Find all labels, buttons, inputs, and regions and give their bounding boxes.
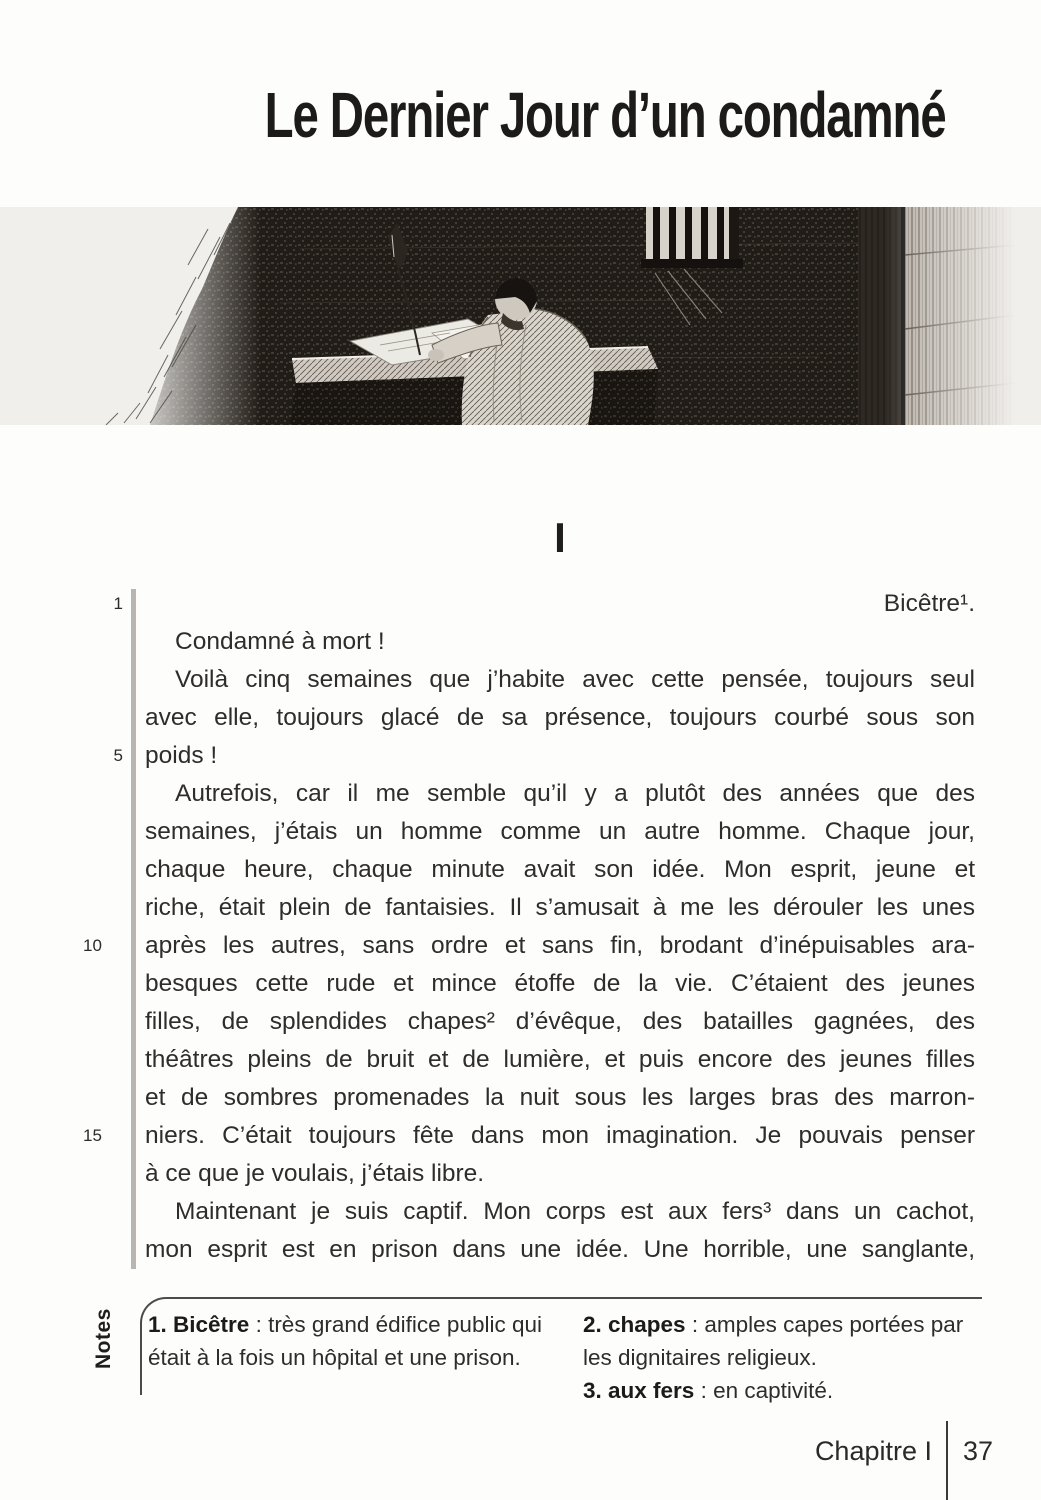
notes-column xyxy=(148,1308,583,1407)
text-line xyxy=(145,965,975,1003)
text-line xyxy=(83,927,975,965)
line-number: 1 xyxy=(113,594,123,613)
text-line xyxy=(145,775,975,813)
text-line xyxy=(145,1041,975,1079)
text-line xyxy=(113,585,975,623)
text-line-content: besques cette rude et mince étoffe de la vie. C’étaient des jeunes xyxy=(145,970,975,997)
footnote-term: 2. chapes xyxy=(583,1312,686,1337)
text-line-content: chaque heure, chaque minute avait son idée. Mon esprit, jeune et xyxy=(145,856,975,883)
prison-cell-engraving-svg xyxy=(0,207,1041,425)
text-line-content: mon esprit est en prison dans une idée. Une horrible, une sanglante, xyxy=(145,1236,975,1263)
body-text xyxy=(83,585,975,1269)
footnote-term: 1. Bicêtre xyxy=(148,1312,250,1337)
notes-label: Notes xyxy=(92,1308,115,1370)
prison-cell-engraving xyxy=(0,207,1041,425)
line-number: 10 xyxy=(83,936,102,955)
chapter-heading: I xyxy=(554,514,566,561)
text-line-content: après les autres, sans ordre et sans fin, brodant d’inépuisables ara- xyxy=(145,932,975,959)
text-line xyxy=(145,1231,975,1269)
text-line-content: Autrefois, car il me semble qu’il y a plutôt des années que des xyxy=(175,780,975,807)
page-title-text: Le Dernier Jour d’un condamné xyxy=(264,79,946,151)
chapter-indicator: Chapitre I xyxy=(814,1436,932,1466)
text-line xyxy=(145,851,975,889)
footnote: 2. chapes : amples capes portées par les dignitaires religieux. xyxy=(583,1312,964,1370)
text-line xyxy=(145,1079,975,1117)
text-line-content: à ce que je voulais, j’étais libre. xyxy=(145,1160,485,1187)
text-line xyxy=(145,623,975,661)
text-line-content: filles, de splendides chapes² d’évêque, des batailles gagnées, des xyxy=(145,1008,975,1035)
notes-section xyxy=(148,1308,980,1407)
text-line xyxy=(83,1117,975,1155)
text-line xyxy=(145,1003,975,1041)
page-title xyxy=(145,78,975,152)
text-line xyxy=(145,661,975,699)
text-line-content: poids ! xyxy=(145,742,218,769)
text-line xyxy=(145,813,975,851)
text-line xyxy=(145,699,975,737)
footnote-term: 3. aux fers xyxy=(583,1378,695,1403)
text-line-content: niers. C’était toujours fête dans mon imagination. Je pouvais penser xyxy=(145,1122,975,1149)
text-line xyxy=(145,1193,975,1231)
text-line-content: et de sombres promenades la nuit sous les larges bras des marron- xyxy=(145,1084,975,1111)
notes-column xyxy=(583,1308,980,1407)
text-line-content: théâtres pleins de bruit et de lumière, et puis encore des jeunes filles xyxy=(145,1046,975,1073)
text-line-content: Condamné à mort ! xyxy=(175,628,385,655)
footnote: 3. aux fers : en captivité. xyxy=(583,1378,834,1403)
text-line xyxy=(145,889,975,927)
line-number: 5 xyxy=(113,746,123,765)
footnote: 1. Bicêtre : très grand édifice public qui était à la fois un hôpital et une prison. xyxy=(148,1312,542,1370)
text-line xyxy=(145,1155,975,1193)
footer-rule xyxy=(946,1421,948,1500)
text-line xyxy=(113,737,975,775)
text-line-content: avec elle, toujours glacé de sa présence, toujours courbé sous son xyxy=(145,704,975,731)
margin-rule xyxy=(131,589,136,1269)
text-line-content: semaines, j’étais un homme comme un autre homme. Chaque jour, xyxy=(145,818,975,845)
page-number: 37 xyxy=(963,1436,994,1466)
text-lines xyxy=(83,585,975,1269)
text-line-content: riche, était plein de fantaisies. Il s’amusait à me les dérouler les unes xyxy=(145,894,975,921)
text-line-content: Maintenant je suis captif. Mon corps est aux fers³ dans un cachot, xyxy=(175,1198,975,1225)
text-line-content: Bicêtre¹. xyxy=(883,590,975,617)
text-line-content: Voilà cinq semaines que j’habite avec cette pensée, toujours seul xyxy=(175,666,975,693)
line-number: 15 xyxy=(83,1126,102,1145)
